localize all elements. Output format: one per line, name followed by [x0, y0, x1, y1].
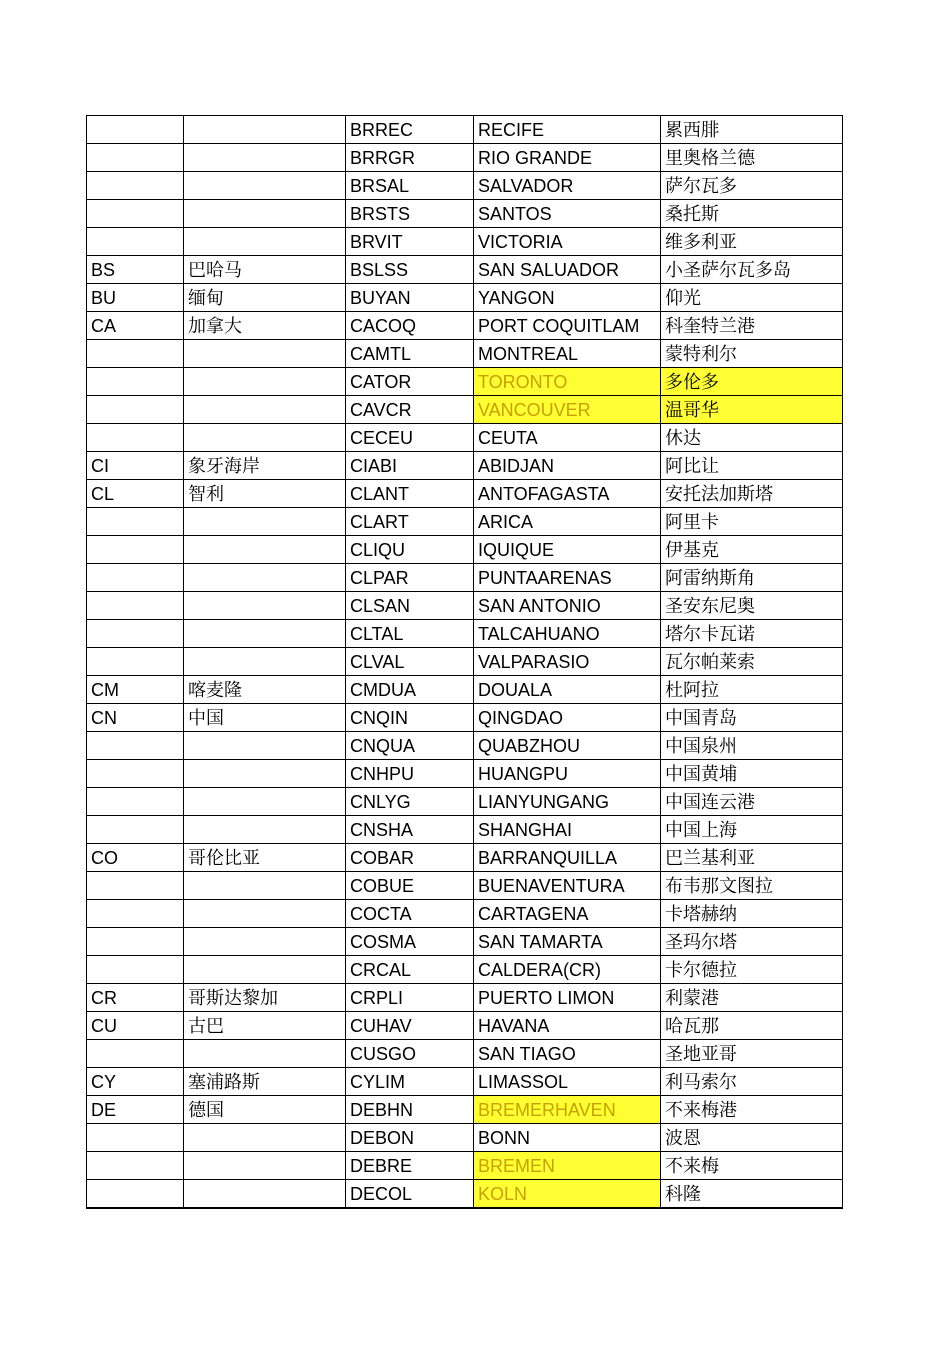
table-row: [87, 1012, 843, 1040]
port-name-en-cell: VALPARASIO: [474, 648, 661, 676]
table-row: [87, 1068, 843, 1096]
port-code-cell: DEBRE: [346, 1152, 474, 1180]
port-name-cn-cell: 中国黄埔: [661, 760, 843, 788]
country-code-cell: DE: [87, 1096, 184, 1124]
table-row: [87, 1152, 843, 1180]
port-name-en-cell: RECIFE: [474, 116, 661, 144]
port-code-cell: CUHAV: [346, 1012, 474, 1040]
port-name-en-cell: SALVADOR: [474, 172, 661, 200]
country-code-cell: CI: [87, 452, 184, 480]
country-code-cell: [87, 508, 184, 536]
country-code-cell: [87, 648, 184, 676]
country-name-cell: [184, 928, 346, 956]
port-name-cn-cell: 中国泉州: [661, 732, 843, 760]
port-name-cn-cell: 卡塔赫纳: [661, 900, 843, 928]
country-name-cell: [184, 1152, 346, 1180]
country-name-cell: 哥斯达黎加: [184, 984, 346, 1012]
port-name-cn-cell: 瓦尔帕莱索: [661, 648, 843, 676]
port-name-en-cell: PORT COQUITLAM: [474, 312, 661, 340]
port-name-en-cell: TORONTO: [474, 368, 661, 396]
port-code-cell: COCTA: [346, 900, 474, 928]
port-name-en-cell: CARTAGENA: [474, 900, 661, 928]
country-name-cell: 古巴: [184, 1012, 346, 1040]
port-name-en-cell: VICTORIA: [474, 228, 661, 256]
table-row: [87, 1180, 843, 1209]
table-row: [87, 312, 843, 340]
port-table-body: [87, 116, 843, 1209]
table-row: [87, 480, 843, 508]
country-code-cell: [87, 1180, 184, 1209]
table-row: [87, 284, 843, 312]
table-row: [87, 508, 843, 536]
port-name-cn-cell: 阿比让: [661, 452, 843, 480]
port-name-cn-cell: 蒙特利尔: [661, 340, 843, 368]
table-row: [87, 536, 843, 564]
table-row: [87, 228, 843, 256]
port-code-table: [86, 115, 843, 1209]
port-name-en-cell: BREMERHAVEN: [474, 1096, 661, 1124]
country-code-cell: [87, 760, 184, 788]
table-row: [87, 368, 843, 396]
table-row: [87, 1096, 843, 1124]
country-code-cell: [87, 200, 184, 228]
country-name-cell: 缅甸: [184, 284, 346, 312]
port-code-cell: BRVIT: [346, 228, 474, 256]
port-name-cn-cell: 卡尔德拉: [661, 956, 843, 984]
port-code-cell: CNLYG: [346, 788, 474, 816]
table-row: [87, 144, 843, 172]
port-name-cn-cell: 圣安东尼奥: [661, 592, 843, 620]
table-row: [87, 816, 843, 844]
country-name-cell: [184, 396, 346, 424]
port-code-cell: CNSHA: [346, 816, 474, 844]
port-name-en-cell: PUNTAARENAS: [474, 564, 661, 592]
port-name-en-cell: BUENAVENTURA: [474, 872, 661, 900]
port-name-en-cell: VANCOUVER: [474, 396, 661, 424]
port-name-en-cell: SAN TAMARTA: [474, 928, 661, 956]
table-row: [87, 340, 843, 368]
port-name-cn-cell: 阿里卡: [661, 508, 843, 536]
port-name-cn-cell: 不来梅港: [661, 1096, 843, 1124]
port-name-cn-cell: 中国青岛: [661, 704, 843, 732]
country-code-cell: [87, 1040, 184, 1068]
port-code-cell: CNQUA: [346, 732, 474, 760]
port-name-cn-cell: 里奥格兰德: [661, 144, 843, 172]
port-name-en-cell: SHANGHAI: [474, 816, 661, 844]
port-code-cell: CIABI: [346, 452, 474, 480]
port-code-cell: DEBON: [346, 1124, 474, 1152]
country-name-cell: 哥伦比亚: [184, 844, 346, 872]
port-name-en-cell: QUABZHOU: [474, 732, 661, 760]
port-name-en-cell: BONN: [474, 1124, 661, 1152]
port-code-cell: CNHPU: [346, 760, 474, 788]
table-row: [87, 620, 843, 648]
country-code-cell: [87, 340, 184, 368]
port-name-cn-cell: 阿雷纳斯角: [661, 564, 843, 592]
country-name-cell: 中国: [184, 704, 346, 732]
table-row: [87, 452, 843, 480]
port-name-en-cell: QINGDAO: [474, 704, 661, 732]
country-code-cell: [87, 732, 184, 760]
country-name-cell: 加拿大: [184, 312, 346, 340]
port-name-cn-cell: 仰光: [661, 284, 843, 312]
port-name-en-cell: RIO GRANDE: [474, 144, 661, 172]
country-name-cell: [184, 592, 346, 620]
port-name-en-cell: SAN ANTONIO: [474, 592, 661, 620]
table-row: [87, 396, 843, 424]
country-name-cell: [184, 648, 346, 676]
country-code-cell: [87, 928, 184, 956]
port-code-cell: COBUE: [346, 872, 474, 900]
country-name-cell: [184, 116, 346, 144]
country-name-cell: [184, 788, 346, 816]
port-code-cell: CLANT: [346, 480, 474, 508]
port-code-cell: CATOR: [346, 368, 474, 396]
port-name-cn-cell: 哈瓦那: [661, 1012, 843, 1040]
country-name-cell: [184, 424, 346, 452]
port-name-cn-cell: 科奎特兰港: [661, 312, 843, 340]
country-code-cell: [87, 956, 184, 984]
port-code-cell: CRPLI: [346, 984, 474, 1012]
country-name-cell: [184, 508, 346, 536]
country-code-cell: [87, 1124, 184, 1152]
port-code-cell: CLIQU: [346, 536, 474, 564]
port-name-cn-cell: 小圣萨尔瓦多岛: [661, 256, 843, 284]
country-code-cell: [87, 228, 184, 256]
table-row: [87, 1040, 843, 1068]
country-code-cell: [87, 396, 184, 424]
port-code-cell: CUSGO: [346, 1040, 474, 1068]
port-name-cn-cell: 休达: [661, 424, 843, 452]
country-code-cell: [87, 816, 184, 844]
port-name-cn-cell: 圣玛尔塔: [661, 928, 843, 956]
port-name-cn-cell: 温哥华: [661, 396, 843, 424]
port-name-en-cell: HUANGPU: [474, 760, 661, 788]
port-name-en-cell: LIMASSOL: [474, 1068, 661, 1096]
country-code-cell: CO: [87, 844, 184, 872]
country-name-cell: [184, 536, 346, 564]
table-row: [87, 424, 843, 452]
port-code-cell: BSLSS: [346, 256, 474, 284]
country-name-cell: [184, 1124, 346, 1152]
country-code-cell: [87, 788, 184, 816]
table-row: [87, 116, 843, 144]
country-code-cell: [87, 620, 184, 648]
port-name-en-cell: SAN TIAGO: [474, 1040, 661, 1068]
country-name-cell: [184, 340, 346, 368]
port-name-en-cell: LIANYUNGANG: [474, 788, 661, 816]
port-code-cell: BRSTS: [346, 200, 474, 228]
port-name-cn-cell: 安托法加斯塔: [661, 480, 843, 508]
country-name-cell: [184, 760, 346, 788]
country-name-cell: [184, 228, 346, 256]
port-name-cn-cell: 利马索尔: [661, 1068, 843, 1096]
country-name-cell: [184, 816, 346, 844]
port-name-cn-cell: 塔尔卡瓦诺: [661, 620, 843, 648]
table-row: [87, 648, 843, 676]
port-name-en-cell: ABIDJAN: [474, 452, 661, 480]
table-row: [87, 872, 843, 900]
port-name-cn-cell: 维多利亚: [661, 228, 843, 256]
port-name-cn-cell: 科隆: [661, 1180, 843, 1209]
table-row: [87, 900, 843, 928]
port-code-cell: CRCAL: [346, 956, 474, 984]
port-name-cn-cell: 布韦那文图拉: [661, 872, 843, 900]
country-code-cell: BU: [87, 284, 184, 312]
port-name-en-cell: CEUTA: [474, 424, 661, 452]
table-row: [87, 172, 843, 200]
port-code-cell: CLVAL: [346, 648, 474, 676]
table-row: [87, 564, 843, 592]
port-code-cell: CLSAN: [346, 592, 474, 620]
country-code-cell: [87, 368, 184, 396]
port-name-cn-cell: 萨尔瓦多: [661, 172, 843, 200]
table-row: [87, 844, 843, 872]
port-code-cell: CMDUA: [346, 676, 474, 704]
port-code-cell: CECEU: [346, 424, 474, 452]
port-name-en-cell: CALDERA(CR): [474, 956, 661, 984]
table-row: [87, 704, 843, 732]
country-code-cell: [87, 1152, 184, 1180]
port-name-cn-cell: 伊基克: [661, 536, 843, 564]
port-code-cell: DEBHN: [346, 1096, 474, 1124]
port-code-cell: BRRGR: [346, 144, 474, 172]
table-row: [87, 592, 843, 620]
table-row: [87, 676, 843, 704]
port-name-cn-cell: 杜阿拉: [661, 676, 843, 704]
country-code-cell: [87, 144, 184, 172]
port-name-cn-cell: 巴兰基利亚: [661, 844, 843, 872]
country-name-cell: [184, 1180, 346, 1209]
country-name-cell: 智利: [184, 480, 346, 508]
table-row: [87, 256, 843, 284]
country-name-cell: [184, 956, 346, 984]
port-name-cn-cell: 多伦多: [661, 368, 843, 396]
country-name-cell: [184, 200, 346, 228]
country-code-cell: [87, 536, 184, 564]
port-name-cn-cell: 波恩: [661, 1124, 843, 1152]
port-code-cell: CACOQ: [346, 312, 474, 340]
country-code-cell: CA: [87, 312, 184, 340]
country-code-cell: CR: [87, 984, 184, 1012]
country-code-cell: CM: [87, 676, 184, 704]
port-name-cn-cell: 中国上海: [661, 816, 843, 844]
country-code-cell: [87, 872, 184, 900]
port-code-cell: CAMTL: [346, 340, 474, 368]
table-row: [87, 200, 843, 228]
country-code-cell: [87, 424, 184, 452]
country-code-cell: [87, 564, 184, 592]
port-name-en-cell: HAVANA: [474, 1012, 661, 1040]
port-code-cell: BRSAL: [346, 172, 474, 200]
port-code-cell: COBAR: [346, 844, 474, 872]
country-name-cell: 巴哈马: [184, 256, 346, 284]
port-code-cell: CLART: [346, 508, 474, 536]
country-name-cell: [184, 620, 346, 648]
country-code-cell: CY: [87, 1068, 184, 1096]
port-code-cell: BUYAN: [346, 284, 474, 312]
port-name-cn-cell: 利蒙港: [661, 984, 843, 1012]
port-name-en-cell: SANTOS: [474, 200, 661, 228]
country-name-cell: [184, 172, 346, 200]
port-name-en-cell: PUERTO LIMON: [474, 984, 661, 1012]
port-name-en-cell: ANTOFAGASTA: [474, 480, 661, 508]
country-code-cell: [87, 172, 184, 200]
country-name-cell: 塞浦路斯: [184, 1068, 346, 1096]
country-name-cell: [184, 732, 346, 760]
port-name-en-cell: KOLN: [474, 1180, 661, 1209]
port-name-cn-cell: 圣地亚哥: [661, 1040, 843, 1068]
table-row: [87, 788, 843, 816]
port-name-en-cell: BARRANQUILLA: [474, 844, 661, 872]
country-name-cell: [184, 900, 346, 928]
port-name-en-cell: BREMEN: [474, 1152, 661, 1180]
table-row: [87, 956, 843, 984]
country-code-cell: BS: [87, 256, 184, 284]
port-code-cell: CNQIN: [346, 704, 474, 732]
country-name-cell: 德国: [184, 1096, 346, 1124]
port-name-en-cell: DOUALA: [474, 676, 661, 704]
country-code-cell: [87, 592, 184, 620]
country-code-cell: CN: [87, 704, 184, 732]
port-code-cell: COSMA: [346, 928, 474, 956]
port-code-cell: DECOL: [346, 1180, 474, 1209]
table-row: [87, 984, 843, 1012]
port-name-en-cell: TALCAHUANO: [474, 620, 661, 648]
port-code-cell: CLPAR: [346, 564, 474, 592]
port-name-en-cell: YANGON: [474, 284, 661, 312]
port-name-en-cell: MONTREAL: [474, 340, 661, 368]
country-name-cell: 象牙海岸: [184, 452, 346, 480]
port-name-en-cell: SAN SALUADOR: [474, 256, 661, 284]
country-code-cell: [87, 116, 184, 144]
port-code-cell: BRREC: [346, 116, 474, 144]
port-name-cn-cell: 累西腓: [661, 116, 843, 144]
country-name-cell: [184, 564, 346, 592]
country-name-cell: 喀麦隆: [184, 676, 346, 704]
port-name-en-cell: IQUIQUE: [474, 536, 661, 564]
port-name-cn-cell: 桑托斯: [661, 200, 843, 228]
table-row: [87, 760, 843, 788]
country-name-cell: [184, 368, 346, 396]
port-name-cn-cell: 不来梅: [661, 1152, 843, 1180]
port-code-cell: CYLIM: [346, 1068, 474, 1096]
country-name-cell: [184, 1040, 346, 1068]
country-name-cell: [184, 144, 346, 172]
country-name-cell: [184, 872, 346, 900]
table-row: [87, 732, 843, 760]
country-code-cell: [87, 900, 184, 928]
table-row: [87, 1124, 843, 1152]
country-code-cell: CL: [87, 480, 184, 508]
port-code-cell: CLTAL: [346, 620, 474, 648]
country-code-cell: CU: [87, 1012, 184, 1040]
port-code-cell: CAVCR: [346, 396, 474, 424]
port-name-cn-cell: 中国连云港: [661, 788, 843, 816]
port-name-en-cell: ARICA: [474, 508, 661, 536]
table-row: [87, 928, 843, 956]
